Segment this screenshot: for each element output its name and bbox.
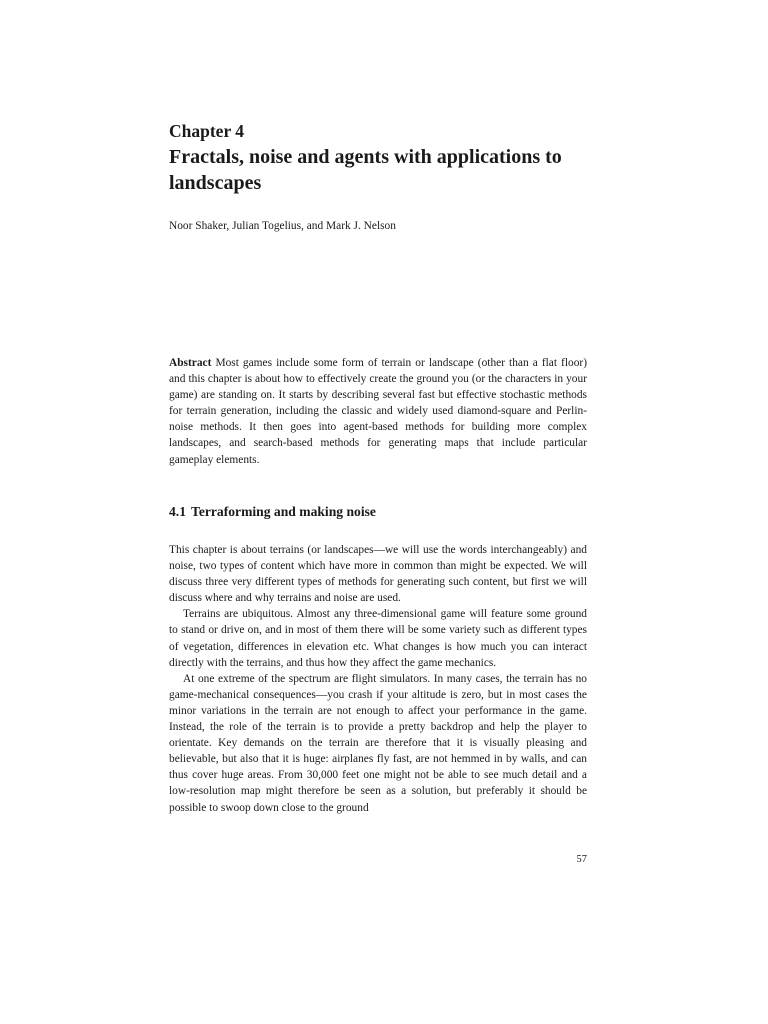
paragraph-1: This chapter is about terrains (or landscapes—we will use the words interchangeably) and noise, two types of content which have more in common than might be expected. We will discuss three very different types of methods for generating such content, but first we will discuss where and why terrains and noise are used. (169, 544, 587, 605)
paragraph-2: Terrains are ubiquitous. Almost any three-dimensional game will feature some ground to stand or drive on, and in most of them there will be some variety such as different types of vegetation, differences in elevation etc. What changes is how much you can interact directly with the terrains, and thus how they affect the game mechanics. (169, 608, 587, 669)
abstract-text: Most games include some form of terrain or landscape (other than a flat floor) and this chapter is about how to effectively create the ground you (or the characters in your game) are standing on. It starts by describing several fast but effective stochastic methods for terrain generation, including the classic and widely used diamond-square and Perlin-noise methods. It then goes into agent-based methods for building more complex landscapes, and search-based methods for generating maps that include particular gameplay elements. (169, 357, 587, 466)
chapter-label: Chapter 4 (169, 121, 245, 141)
abstract-label: Abstract (169, 357, 212, 369)
section-number: 4.1 (169, 504, 186, 519)
page (169, 0, 587, 1024)
section-title: Terraforming and making noise (191, 504, 376, 519)
paragraph-3: At one extreme of the spectrum are flight simulators. In many cases, the terrain has no game-mechanical consequences—you crash if your altitude is zero, but in most cases the minor variations in the terrain are not enough to affect your performance in the game. Instead, the role of the terrain is to provide a pretty backdrop and help the player to orientate. Key demands on the terrain are therefore that it is visually pleasing and believable, but also that it is huge: airplanes fly fast, are not hemmed in by walls, and can thus cover huge areas. From 30,000 feet one might not be able to see much detail and a low-resolution map might therefore be seen as a solution, but preferably it should be possible to swoop down close to the ground (169, 672, 587, 814)
body-text (169, 542, 587, 816)
section-heading (169, 503, 376, 521)
chapter-authors: Noor Shaker, Julian Togelius, and Mark J. Nelson (169, 220, 396, 232)
page-number: 57 (576, 854, 587, 865)
chapter-title: Fractals, noise and agents with applications to landscapes (169, 146, 562, 194)
abstract (169, 355, 587, 468)
